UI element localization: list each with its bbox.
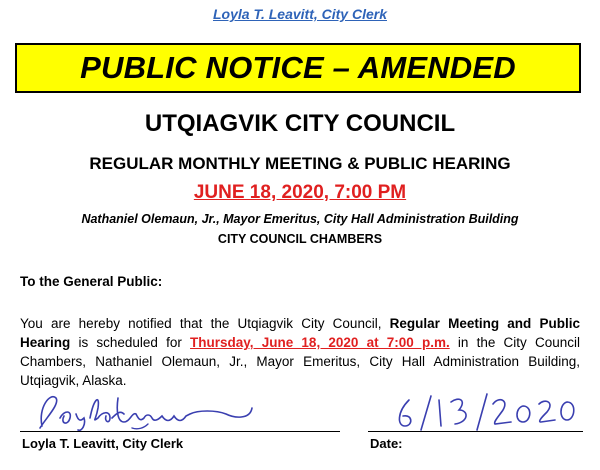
signature-line xyxy=(20,431,340,432)
handwritten-date-scribble-icon xyxy=(375,392,585,432)
council-title: UTQIAGVIK CITY COUNCIL xyxy=(144,110,456,137)
public-notice-banner: PUBLIC NOTICE – AMENDED xyxy=(15,43,581,93)
handwritten-signature xyxy=(20,388,350,433)
date-label: Date: xyxy=(370,436,403,451)
salutation: To the General Public: xyxy=(20,274,163,289)
signature-scribble-icon xyxy=(20,388,350,433)
handwritten-date xyxy=(375,392,585,432)
paragraph-red-date: Thursday, June 18, 2020 at 7:00 p.m. xyxy=(190,335,450,350)
paragraph-part-2: is scheduled for xyxy=(70,335,191,350)
paragraph-bold-meeting: Regular Meeting and Public Hearing xyxy=(20,316,580,350)
signer-name: Loyla T. Leavitt, City Clerk xyxy=(22,436,184,451)
meeting-location: Nathaniel Olemaun, Jr., Mayor Emeritus, City Hall Administration Building xyxy=(81,212,519,226)
date-line xyxy=(368,431,583,432)
notice-paragraph xyxy=(20,314,580,390)
meeting-date: JUNE 18, 2020, 7:00 PM xyxy=(193,182,407,203)
paragraph-part-1: You are hereby notified that the Utqiagvik City Council, xyxy=(20,316,390,331)
meeting-room: CITY COUNCIL CHAMBERS xyxy=(217,232,383,246)
meeting-type: REGULAR MONTHLY MEETING & PUBLIC HEARING xyxy=(89,154,511,173)
paragraph-part-3: in the City Council Chambers, Nathaniel Olemaun, Jr., Mayor Emeritus, City Hall Administration Building, Utqiagvik, Alaska. xyxy=(20,335,580,388)
clerk-header-link[interactable]: Loyla T. Leavitt, City Clerk xyxy=(212,6,387,22)
